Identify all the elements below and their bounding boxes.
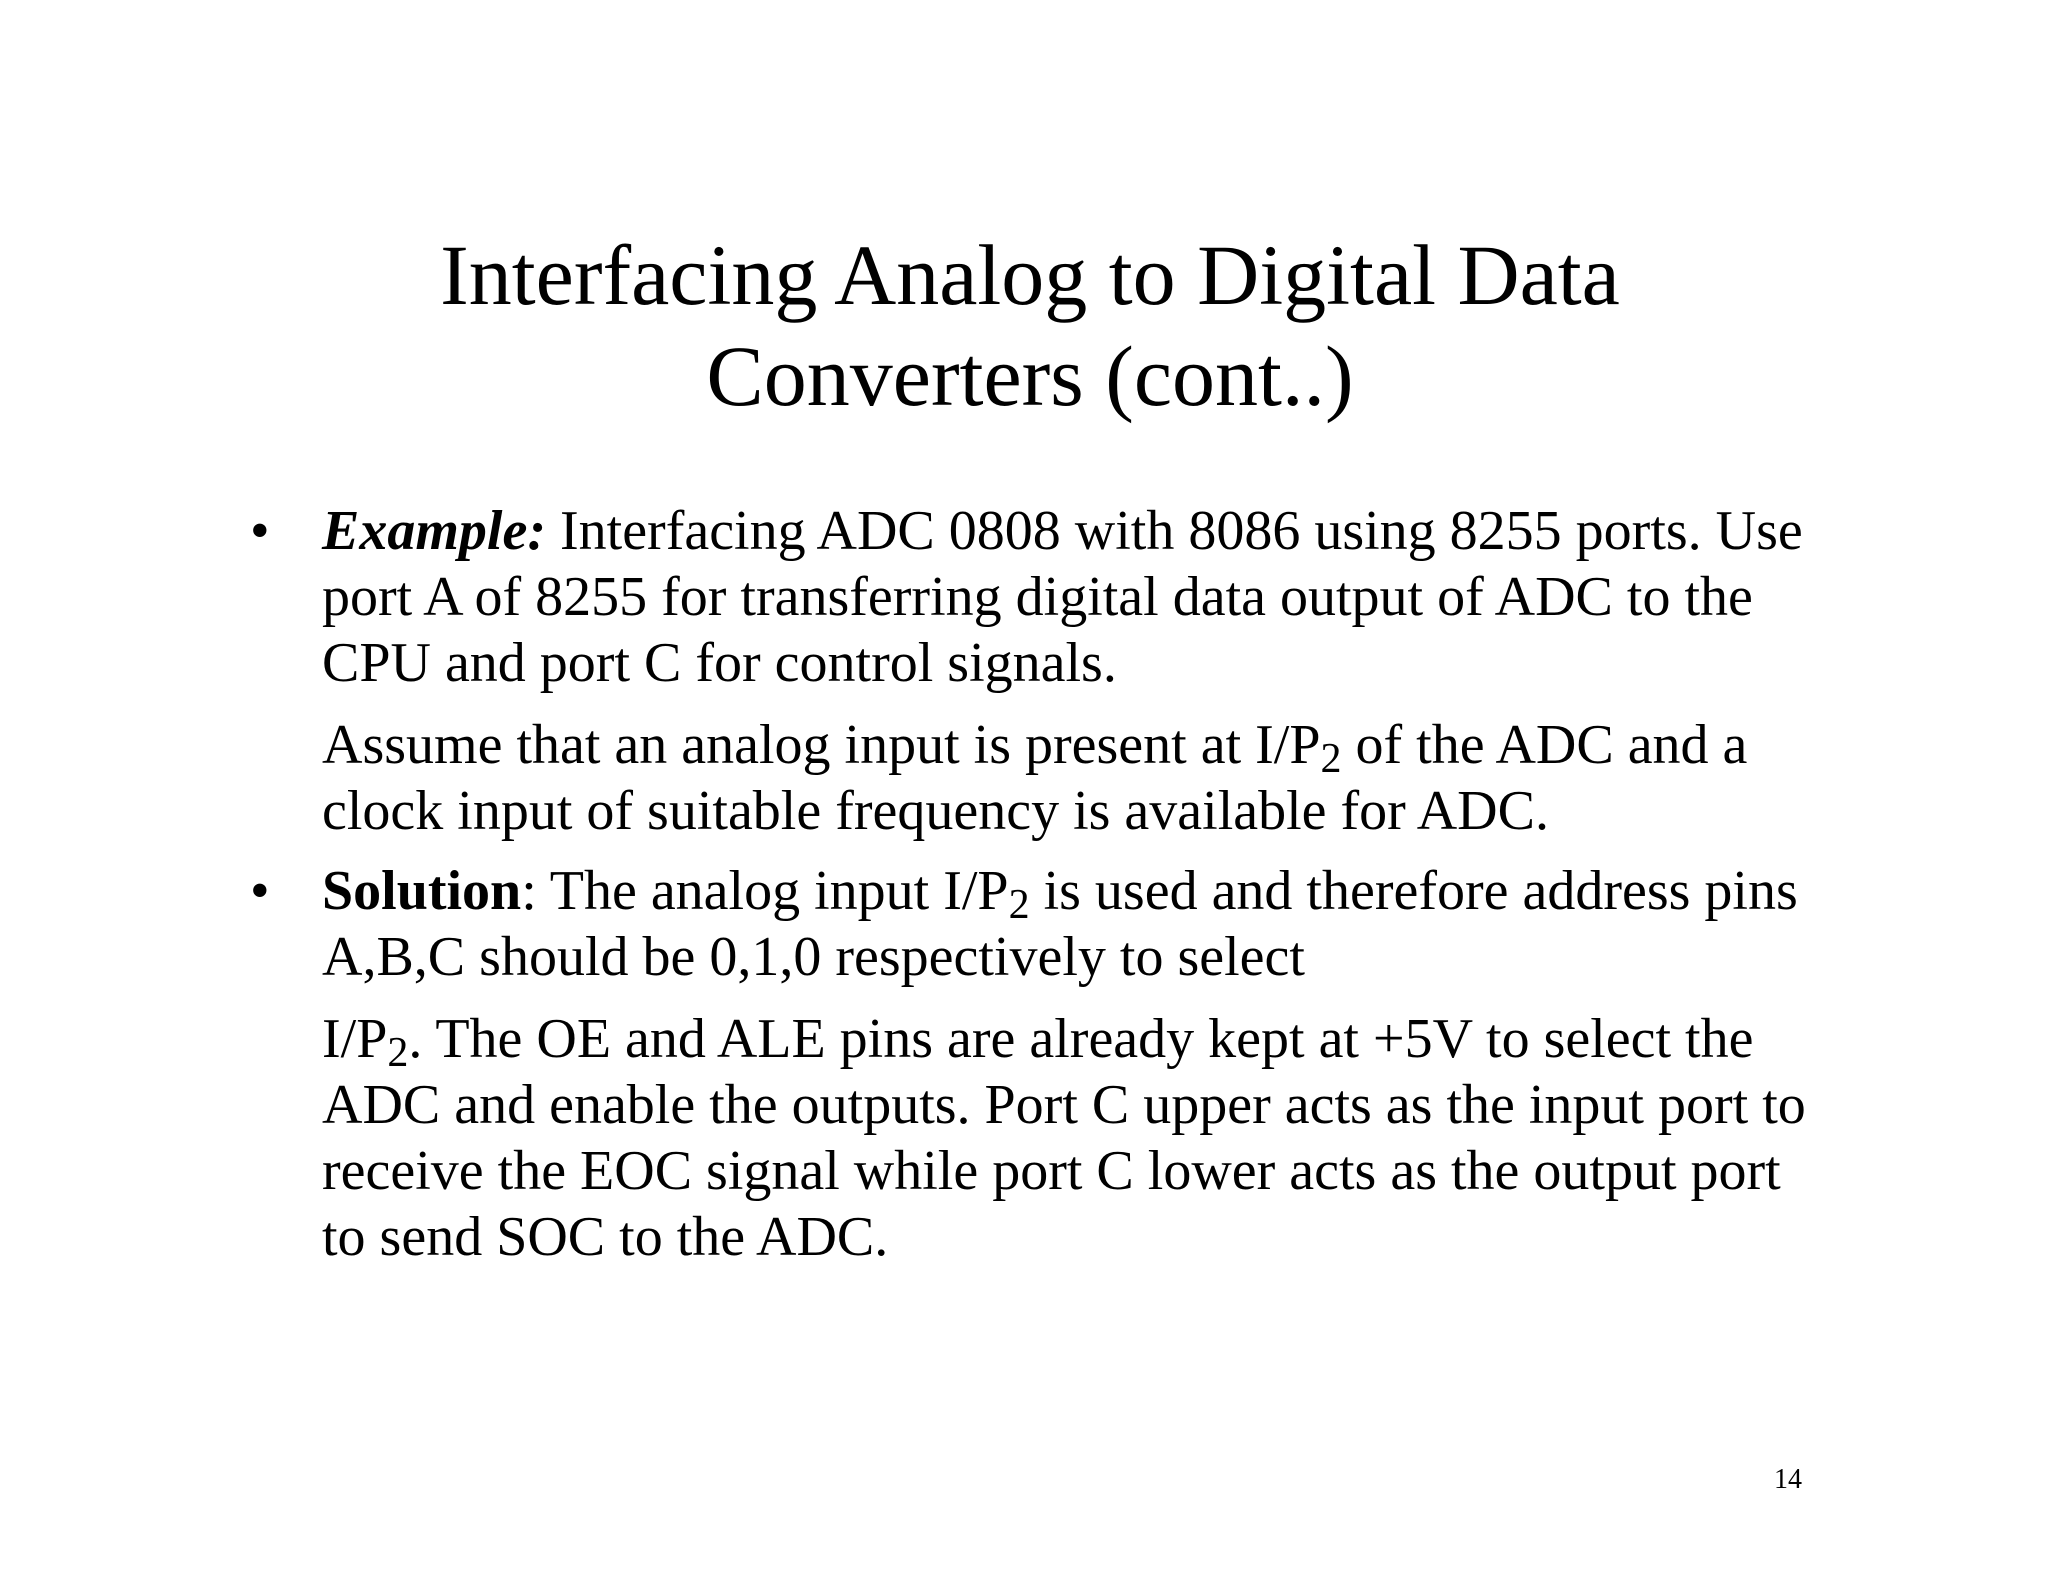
bullet-dot-icon: •	[250, 860, 270, 922]
solution-text-2b: . The OE and ALE pins are already kept at +5V to select the ADC and enable the outputs. Port C upper acts as the input port to receive the EOC signal while port C lower acts as the output port to send SOC to the ADC.	[322, 1008, 1806, 1268]
slide-title-line-1: Interfacing Analog to Digital Data	[440, 227, 1620, 323]
solution-subscript-1: 2	[1008, 882, 1030, 928]
bullet-example	[250, 498, 1810, 844]
solution-label: Solution	[322, 860, 522, 922]
example-paragraph-1	[322, 498, 1810, 696]
example-text-2a: Assume that an analog input is present at I/P	[322, 714, 1321, 776]
bullet-dot-icon: •	[250, 500, 270, 562]
slide-title	[330, 225, 1730, 427]
slide-title-line-2: Converters (cont..)	[706, 328, 1354, 424]
example-subscript: 2	[1320, 736, 1342, 782]
example-text-1: Interfacing ADC 0808 with 8086 using 8255 ports. Use port A of 8255 for transferring digital data output of ADC to the CPU and port C for control signals.	[322, 500, 1803, 694]
solution-text-1b: is used and therefore address pins A,B,C should be 0,1,0 respectively to select	[322, 860, 1798, 988]
bullet-solution	[250, 858, 1810, 1270]
example-paragraph-2	[322, 712, 1810, 844]
bullet-list	[250, 498, 1810, 1270]
solution-paragraph-1	[322, 858, 1810, 990]
solution-subscript-2: 2	[387, 1030, 409, 1076]
example-label: Example:	[322, 500, 546, 562]
solution-text-2a: I/P	[322, 1008, 388, 1070]
solution-paragraph-2	[322, 1006, 1810, 1270]
solution-text-1a: : The analog input I/P	[521, 860, 1009, 922]
example-text-2b: of the ADC and a clock input of suitable frequency is available for ADC.	[322, 714, 1748, 842]
page-number: 14	[1774, 1464, 1802, 1495]
